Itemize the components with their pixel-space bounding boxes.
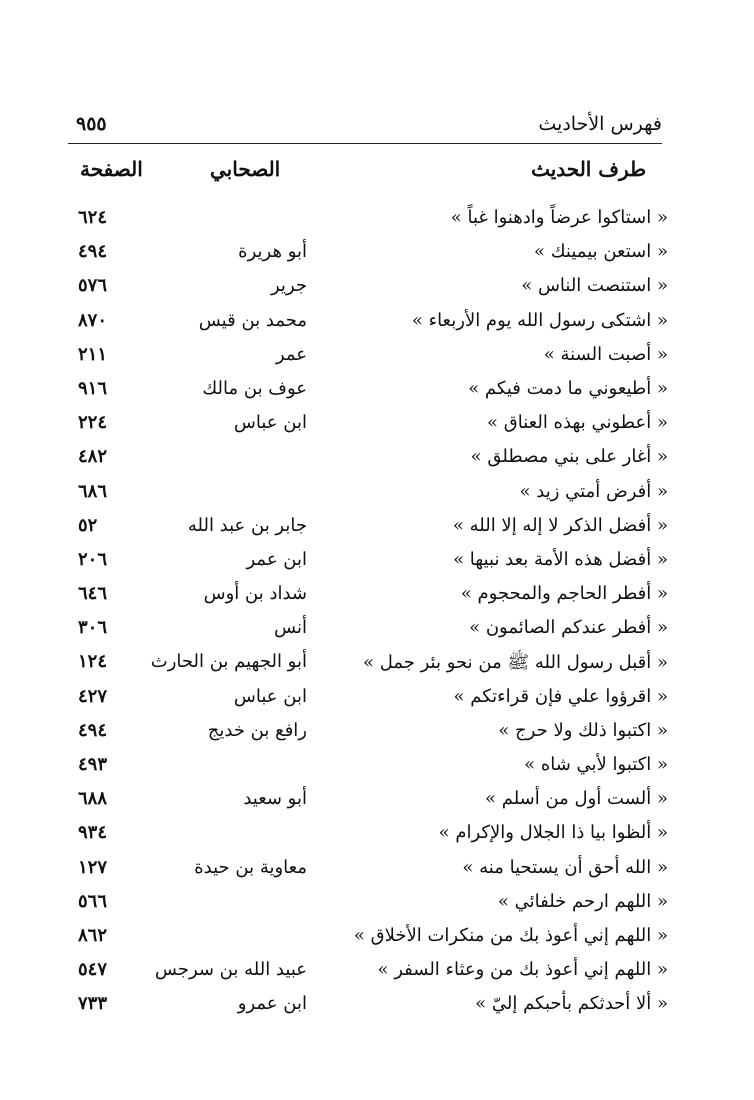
sahabi-name: شداد بن أوس (203, 583, 307, 605)
hadith-text: « اكتبوا ذلك ولا حرج » (498, 719, 668, 741)
table-row (0, 891, 754, 925)
page-ref: ٤٨٢ (78, 446, 108, 468)
table-row (0, 925, 754, 959)
hadith-text: « أعطوني بهذه العناق » (487, 412, 668, 434)
table-row (0, 344, 754, 378)
table-row (0, 207, 754, 241)
sahabi-name: محمد بن قيس (198, 309, 307, 331)
page-number: ٩٥٥ (76, 113, 107, 135)
hadith-text: « أطيعوني ما دمت فيكم » (468, 377, 668, 399)
page-ref: ٩٣٤ (78, 822, 108, 844)
table-row (0, 446, 754, 480)
sahabi-name: جابر بن عبد الله (187, 514, 307, 536)
hadith-text: « ألا أحدثكم بأحبكم إليّ » (475, 993, 668, 1015)
column-header-hadith: طرف الحديث (531, 157, 646, 181)
sahabi-name: معاوية بن حيدة (194, 856, 307, 878)
sahabi-name: ابن عمرو (237, 993, 307, 1015)
page-ref: ٦٢٤ (78, 207, 108, 228)
page-ref: ٤٩٤ (78, 719, 108, 741)
hadith-text: « اشتكى رسول الله يوم الأربعاء » (411, 309, 668, 331)
hadith-text: « أفضل الذكر لا إله إلا الله » (452, 514, 668, 536)
table-row (0, 275, 754, 309)
hadith-text: « أفرض أمتي زيد » (519, 480, 668, 502)
page-ref: ٢٠٦ (78, 548, 108, 570)
table-row (0, 549, 754, 583)
column-header-sahabi: الصحابي (210, 157, 281, 181)
hadith-text: « اللهم إني أعوذ بك من وعثاء السفر » (377, 959, 668, 981)
table-row (0, 617, 754, 651)
page-ref: ٦٤٦ (78, 583, 108, 605)
hadith-text: « أفطر الحاجم والمحجوم » (460, 583, 668, 605)
index-table (0, 207, 754, 1028)
table-row (0, 310, 754, 344)
page-ref: ٤٢٧ (78, 685, 108, 707)
table-row (0, 481, 754, 515)
column-header-page: الصفحة (80, 157, 143, 181)
table-row (0, 822, 754, 856)
hadith-text: « استنصت الناس » (521, 275, 668, 297)
hadith-text: « استاكوا عرضاً وادهنوا غباً » (450, 207, 668, 228)
hadith-text: « أقبل رسول الله ﷺ من نحو بئر جمل » (363, 652, 668, 674)
sahabi-name: أبو هريرة (238, 241, 307, 263)
hadith-text: « اقرؤوا علي فإن قراءتكم » (453, 685, 668, 707)
hadith-text: « أصبت السنة » (543, 343, 668, 365)
table-row (0, 241, 754, 275)
hadith-text: « الله أحق أن يستحيا منه » (462, 856, 668, 878)
table-row (0, 651, 754, 685)
sahabi-name: أبو الجهيم بن الحارث (150, 651, 307, 673)
table-row (0, 686, 754, 720)
table-row (0, 720, 754, 754)
hadith-text: « أغار على بني مصطلق » (470, 446, 668, 468)
sahabi-name: ابن عباس (233, 685, 307, 707)
hadith-text: « اكتبوا لأبي شاه » (524, 754, 668, 775)
table-row (0, 754, 754, 788)
table-row (0, 857, 754, 891)
page-ref: ٢١١ (78, 343, 108, 365)
hadith-text: « استعن بيمينك » (534, 241, 668, 263)
page-ref: ١٢٤ (78, 651, 108, 673)
hadith-text: « ألظوا بيا ذا الجلال والإكرام » (438, 822, 668, 844)
sahabi-name: أنس (274, 617, 307, 639)
page-ref: ٨٦٢ (78, 924, 108, 946)
hadith-text: « اللهم ارحم خلفائي » (497, 890, 668, 912)
page-ref: ٩١٦ (78, 377, 108, 399)
page-ref: ٥٧٦ (78, 275, 108, 297)
running-header-title: فهرس الأحاديث (538, 113, 662, 135)
page-ref: ٥٦٦ (78, 890, 108, 912)
page-ref: ١٢٧ (78, 856, 108, 878)
page-ref: ٥٤٧ (78, 959, 108, 981)
table-row (0, 993, 754, 1027)
sahabi-name: أبو سعيد (243, 788, 307, 810)
sahabi-name: عمر (275, 343, 307, 365)
table-row (0, 412, 754, 446)
sahabi-name: ابن عمر (246, 548, 307, 570)
table-row (0, 788, 754, 822)
table-row (0, 583, 754, 617)
hadith-text: « اللهم إني أعوذ بك من منكرات الأخلاق » (353, 924, 668, 946)
sahabi-name: ابن عباس (233, 412, 307, 434)
hadith-text: « أفضل هذه الأمة بعد نبيها » (453, 548, 668, 570)
page-ref: ٧٣٣ (78, 993, 108, 1015)
page-ref: ٦٨٨ (78, 788, 108, 810)
hadith-text: « أفطر عندكم الصائمون » (469, 617, 668, 639)
page-ref: ٦٨٦ (78, 480, 108, 502)
hadith-text: « ألست أول من أسلم » (485, 788, 668, 810)
sahabi-name: جرير (271, 275, 307, 297)
sahabi-name: عبيد الله بن سرجس (154, 959, 307, 981)
sahabi-name: رافع بن خديج (207, 719, 307, 741)
table-row (0, 959, 754, 993)
page-ref: ٣٠٦ (78, 617, 108, 639)
sahabi-name: عوف بن مالك (202, 377, 307, 399)
page-ref: ٤٩٣ (78, 754, 108, 775)
running-header (68, 113, 662, 144)
table-row (0, 515, 754, 549)
page-ref: ٢٢٤ (78, 412, 108, 434)
page-ref: ٤٩٤ (78, 241, 108, 263)
page-ref: ٥٢ (78, 514, 98, 536)
table-row (0, 378, 754, 412)
page-ref: ٨٧٠ (78, 309, 108, 331)
